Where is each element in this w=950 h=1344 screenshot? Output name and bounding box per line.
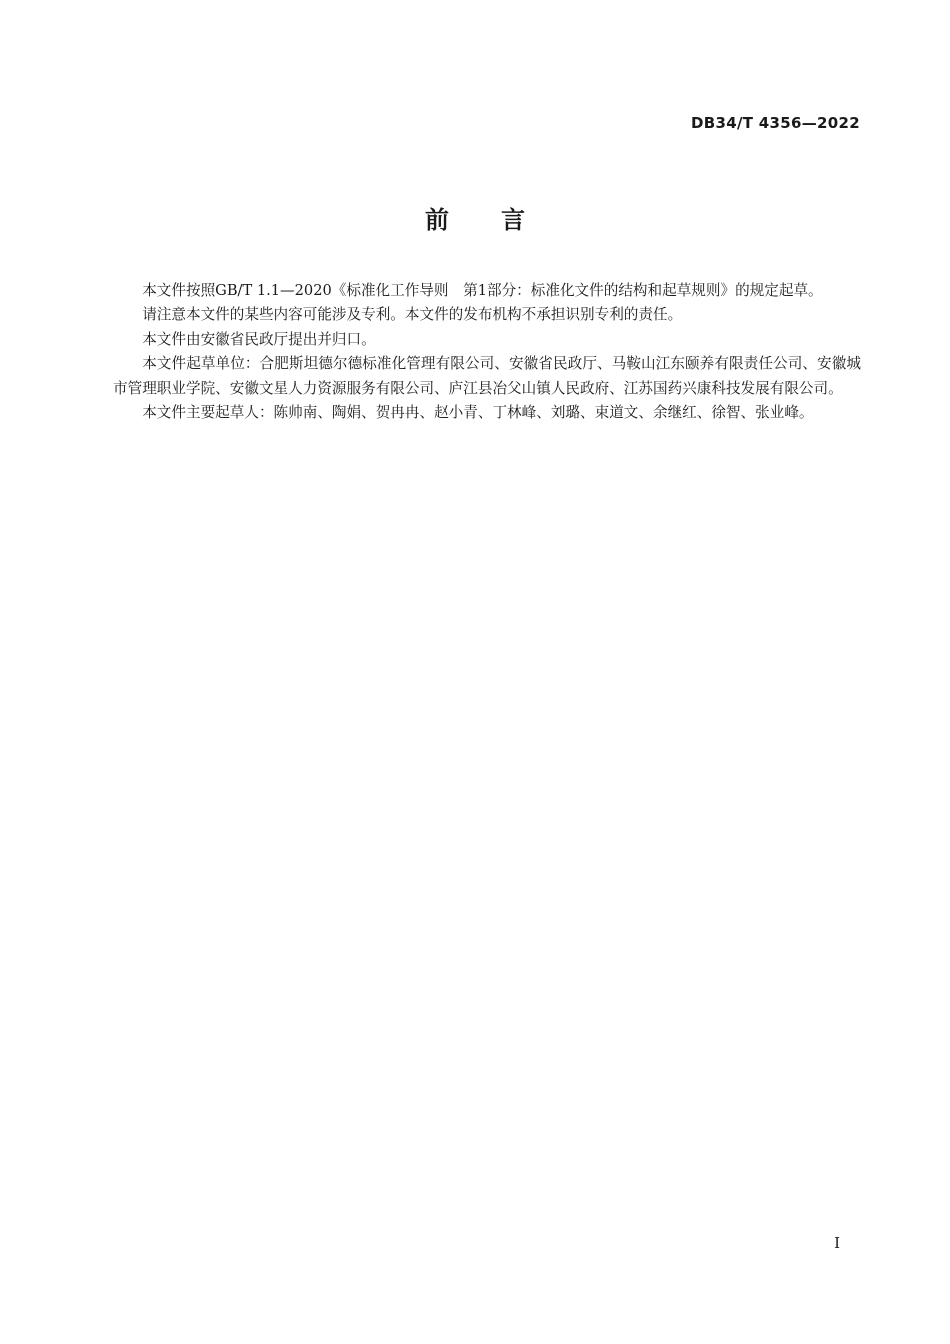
document-number: DB34/T 4356—2022 xyxy=(691,114,860,132)
paragraph-drafters: 本文件主要起草人：陈帅南、陶娟、贺冉冉、赵小青、丁林峰、刘璐、束道文、余继红、徐智、张业峰。 xyxy=(142,404,814,422)
title-char-1: 前 xyxy=(425,206,449,234)
paragraph-drafting-rules: 本文件按照GB/T 1.1—2020《标准化工作导则 第1部分：标准化文件的结构和起草规则》的规定起草。 xyxy=(142,282,823,299)
paragraph-patent-notice: 请注意本文件的某些内容可能涉及专利。本文件的发布机构不承担识别专利的责任。 xyxy=(142,306,683,324)
foreword-body xyxy=(113,279,861,425)
title-char-2: 言 xyxy=(501,206,525,234)
page-number: I xyxy=(834,1234,840,1252)
page-title xyxy=(0,200,950,235)
paragraph-proposer: 本文件由安徽省民政厅提出并归口。 xyxy=(142,330,376,348)
paragraph-drafting-units: 本文件起草单位：合肥斯坦德尔德标准化管理有限公司、安徽省民政厅、马鞍山江东颐养有限责任公司、安徽城市管理职业学院、安徽文星人力资源服务有限公司、庐江县冶父山镇人民政府、江苏国药兴康科技发展有限公司。 xyxy=(113,355,861,397)
